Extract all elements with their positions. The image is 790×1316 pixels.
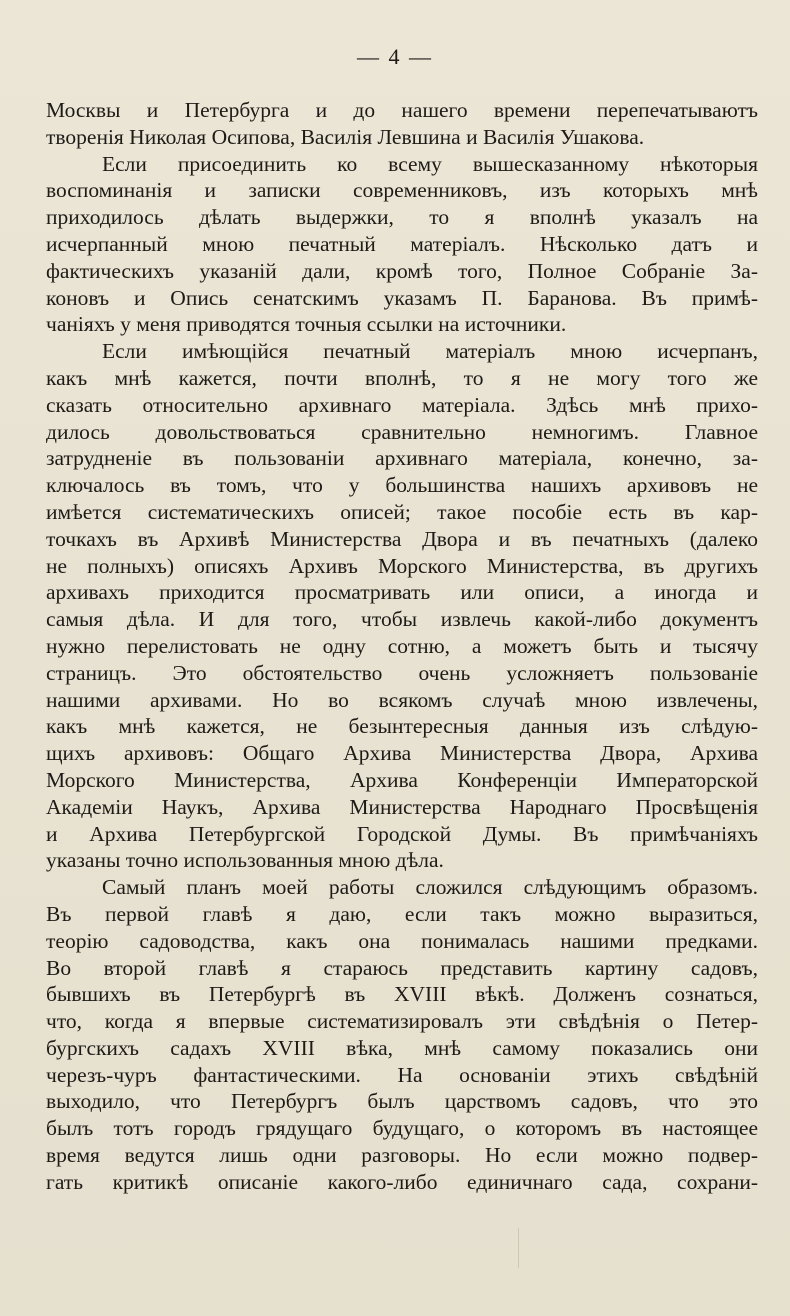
text-line: бургскихъ садахъ XVIII вѣка, мнѣ самому показались они (46, 1035, 758, 1060)
text-line: выходило, что Петербургъ былъ царствомъ садовъ, что это (46, 1089, 758, 1114)
text-line: исчерпанный мною печатный матеріалъ. Нѣсколько датъ и (46, 231, 758, 256)
text-line: архивахъ приходится просматривать или описи, а иногда и (46, 580, 758, 605)
text-line: коновъ и Опись сенатскимъ указамъ П. Баранова. Въ примѣ- (46, 285, 758, 310)
text-line: ключалось въ томъ, что у большинства нашихъ архивовъ не (46, 473, 758, 498)
text-line: что, когда я впервые систематизировалъ эти свѣдѣнія о Петер- (46, 1009, 758, 1034)
body-text (46, 97, 758, 1196)
text-line: Во второй главѣ я стараюсь представить картину садовъ, (46, 955, 758, 980)
text-line: творенія Николая Осипова, Василія Левшина и Василія Ушакова. (46, 124, 645, 149)
text-line: фактическихъ указаній дали, кромѣ того, Полное Собраніе За- (46, 258, 758, 283)
page-number: — 4 — (357, 44, 433, 69)
text-line: Москвы и Петербурга и до нашего времени перепечатываютъ (46, 98, 758, 122)
text-line: сказать относительно архивнаго матеріала. Здѣсь мнѣ прихо- (46, 392, 758, 417)
paragraph-first-line: Если имѣющійся печатный матеріалъ мною исчерпанъ, (102, 339, 758, 364)
text-line: Въ первой главѣ я даю, если такъ можно выразиться, (46, 901, 758, 926)
text-line: имѣется систематическихъ описей; такое пособіе есть въ кар- (46, 499, 758, 524)
text-line: какъ мнѣ кажется, почти вполнѣ, то я не могу того же (46, 365, 758, 390)
text-line: страницъ. Это обстоятельство очень усложняетъ пользованіе (46, 660, 758, 685)
text-line: Академіи Наукъ, Архива Министерства Народнаго Просвѣщенія (46, 794, 758, 819)
text-line: нужно перелистовать не одну сотню, а можетъ быть и тысячу (46, 633, 758, 658)
text-line: указаны точно использованныя мною дѣла. (46, 848, 444, 873)
text-line: щихъ архивовъ: Общаго Архива Министерства Двора, Архива (46, 741, 758, 766)
text-line: время ведутся лишь одни разговоры. Но если можно подвер- (46, 1143, 758, 1168)
text-line: не полныхъ) описяхъ Архивъ Морского Министерства, въ другихъ (46, 553, 758, 578)
text-line: затрудненіе въ пользованіи архивнаго матеріала, конечно, за- (46, 446, 758, 471)
text-line: теорію садоводства, какъ она понималась нашими предками. (46, 928, 758, 953)
text-line: приходилось дѣлать выдержки, то я вполнѣ указалъ на (46, 205, 758, 230)
text-line: и Архива Петербургской Городской Думы. Въ примѣчаніяхъ (46, 821, 758, 846)
text-line: бывшихъ въ Петербургѣ въ XVIII вѣкѣ. Долженъ сознаться, (46, 982, 758, 1007)
paragraph-first-line: Если присоединить ко всему вышесказанному нѣкоторыя (102, 151, 758, 176)
text-line: воспоминанія и записки современниковъ, изъ которыхъ мнѣ (46, 178, 758, 203)
text-line: дилось довольствоваться сравнительно немногимъ. Главное (46, 419, 758, 444)
text-line: черезъ-чуръ фантастическими. На основаніи этихъ свѣдѣній (46, 1062, 758, 1087)
text-line: Морского Министерства, Архива Конференціи Императорской (46, 767, 758, 792)
paragraph-first-line: Самый планъ моей работы сложился слѣдующимъ образомъ. (102, 875, 758, 900)
text-line: самыя дѣла. И для того, чтобы извлечь какой-либо документъ (46, 607, 758, 632)
text-line: чаніяхъ у меня приводятся точныя ссылки на источники. (46, 312, 567, 337)
text-line: былъ тотъ городъ грядущаго будущаго, о которомъ въ настоящее (46, 1116, 758, 1141)
text-line: какъ мнѣ кажется, не безынтересныя данныя изъ слѣдую- (46, 714, 758, 739)
text-line: гать критикѣ описаніе какого-либо единичнаго сада, сохрани- (46, 1169, 758, 1194)
paper-mark (518, 1228, 519, 1268)
text-line: точкахъ въ Архивѣ Министерства Двора и въ печатныхъ (далеко (46, 526, 758, 551)
text-line: нашими архивами. Но во всякомъ случаѣ мною извлечены, (46, 687, 758, 712)
